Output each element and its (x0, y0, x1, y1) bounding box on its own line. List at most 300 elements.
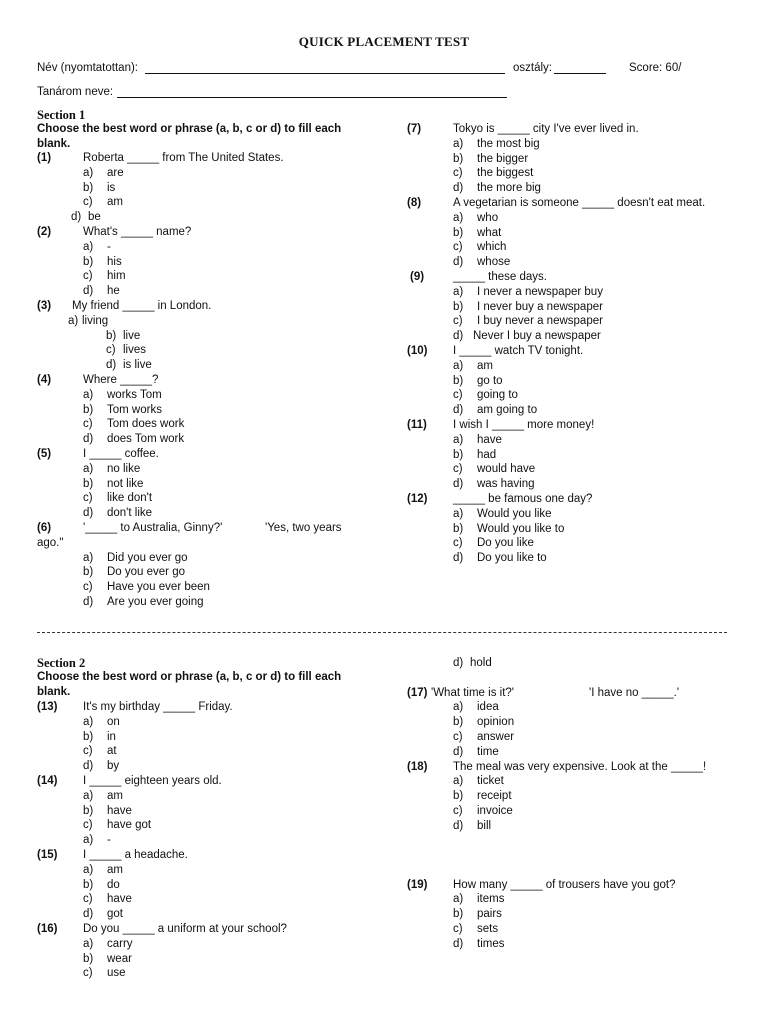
option[interactable] (37, 952, 377, 967)
option[interactable] (407, 255, 747, 270)
question-6-continued (37, 536, 377, 551)
option-text: which (477, 241, 507, 254)
option-letter: b) (453, 908, 464, 921)
option[interactable] (37, 759, 377, 774)
option-text: living (82, 314, 109, 327)
option[interactable] (407, 314, 747, 329)
option-text: - (107, 240, 111, 253)
option-letter: b) (453, 790, 464, 803)
option[interactable] (37, 417, 377, 432)
section-2-right-column (407, 656, 747, 952)
option[interactable] (407, 300, 747, 315)
option-letter: a) (83, 789, 94, 802)
option-text: sets (477, 922, 499, 935)
option[interactable] (407, 152, 747, 167)
option-letter: a) (83, 715, 94, 728)
option[interactable] (37, 715, 377, 730)
option-letter: c) (83, 492, 93, 505)
option-letter: d) (453, 330, 464, 343)
question-stem: I wish I _____ more money! (453, 418, 595, 431)
option-letter: b) (83, 181, 94, 194)
option[interactable] (37, 730, 377, 745)
question-17 (407, 686, 747, 701)
option-text: live (123, 329, 141, 342)
score-label: Score: 60/ (629, 62, 682, 74)
option[interactable] (407, 892, 747, 907)
option[interactable] (37, 477, 377, 492)
option-text: at (107, 745, 117, 758)
teacher-label: Tanárom neve: (37, 86, 114, 98)
question-number: (5) (37, 447, 52, 460)
option-text: is (107, 181, 116, 194)
option[interactable] (37, 966, 377, 981)
question-number: (1) (37, 152, 52, 164)
option[interactable] (407, 462, 747, 477)
option-text: am (107, 863, 123, 876)
section-divider (37, 632, 727, 633)
option-text: have got (107, 819, 152, 832)
option-text: am going to (477, 404, 538, 417)
option[interactable] (407, 922, 747, 937)
option-letter: c) (83, 893, 93, 906)
option[interactable] (407, 819, 747, 834)
option-letter: d) (83, 507, 94, 520)
option-letter: c) (453, 167, 463, 180)
option[interactable] (37, 892, 377, 907)
option-text: times (477, 937, 505, 950)
question-4 (37, 373, 377, 388)
option-text: Tom works (107, 403, 162, 416)
option-letter: b) (83, 952, 94, 965)
option[interactable] (407, 211, 747, 226)
option-text: do (107, 878, 120, 891)
option[interactable] (407, 226, 747, 241)
option[interactable] (37, 329, 377, 344)
question-number: (19) (407, 878, 428, 891)
option-text: had (477, 448, 497, 461)
option-letter: b) (453, 522, 464, 535)
option-text: would have (477, 463, 536, 476)
option[interactable] (37, 432, 377, 447)
question-stem: It's my birthday _____ Friday. (83, 701, 233, 713)
question-12 (407, 492, 747, 507)
question-stem: _____ be famous one day? (453, 492, 593, 505)
option-letter: a) (83, 166, 94, 179)
option[interactable] (407, 715, 747, 730)
option-letter: a) (83, 937, 94, 950)
question-stem: I _____ watch TV tonight. (453, 344, 584, 357)
option-letter: a) (453, 893, 464, 906)
option-text: does Tom work (107, 433, 185, 446)
option[interactable] (407, 374, 747, 389)
option-text: Would you like (477, 507, 552, 520)
option[interactable] (407, 477, 747, 492)
section-1-heading: Section 1 (37, 108, 86, 122)
option-text: not like (107, 477, 144, 490)
option-text: lives (123, 344, 147, 357)
option[interactable] (37, 833, 377, 848)
question-stem: The meal was very expensive. Look at the _____! (453, 760, 707, 773)
option[interactable] (37, 491, 377, 506)
option-text: have (107, 893, 132, 906)
option-text: am (107, 789, 123, 802)
option-letter: d) (453, 657, 464, 669)
option-text: what (477, 226, 502, 239)
option-text: in (107, 730, 116, 743)
option[interactable] (37, 878, 377, 893)
option-text: who (477, 211, 499, 224)
option[interactable] (37, 181, 377, 196)
option[interactable] (407, 774, 747, 789)
option-letter: c) (453, 922, 463, 935)
option[interactable] (407, 359, 747, 374)
option-letter: d) (453, 552, 464, 565)
option[interactable] (407, 937, 747, 952)
question-number: (3) (37, 299, 52, 312)
option[interactable] (37, 595, 377, 610)
option-letter: d) (106, 359, 117, 372)
question-3 (37, 299, 377, 314)
option-text: answer (477, 730, 515, 743)
option[interactable] (37, 804, 377, 819)
option-text: Tom does work (107, 418, 185, 431)
option-letter: d) (83, 285, 94, 298)
option-text: no like (107, 462, 141, 475)
option[interactable] (37, 255, 377, 270)
option-text: opinion (477, 716, 515, 729)
option[interactable] (407, 507, 747, 522)
option-letter: c) (83, 581, 93, 594)
option[interactable] (37, 551, 377, 566)
option-text: the more big (477, 182, 541, 195)
option-letter: c) (453, 730, 463, 743)
teacher-field[interactable] (117, 86, 507, 101)
option[interactable] (407, 745, 747, 760)
option-letter: d) (453, 745, 464, 758)
option-text: was having (477, 478, 535, 491)
question-stem: '_____ to Australia, Ginny?' (83, 521, 223, 534)
question-14 (37, 774, 377, 789)
option-letter: a) (453, 211, 464, 224)
option[interactable] (407, 730, 747, 745)
option-letter: d) (83, 760, 94, 773)
question-7 (407, 122, 747, 137)
question-5 (37, 447, 377, 462)
option[interactable] (37, 314, 377, 329)
option-letter: a) (68, 314, 79, 327)
option-text: use (107, 967, 126, 980)
option-letter: a) (453, 433, 464, 446)
option[interactable] (37, 744, 377, 759)
question-stem: I _____ coffee. (83, 447, 159, 460)
option[interactable] (407, 240, 747, 255)
option-text: bill (477, 819, 492, 832)
question-number: (9) (410, 270, 425, 283)
name-field[interactable] (145, 62, 505, 77)
option-letter: d) (453, 256, 464, 269)
option-text: Would you like to (477, 522, 565, 535)
question-stem-reply: 'Yes, two years (265, 521, 342, 534)
section-1-right-column (407, 122, 747, 566)
option[interactable] (37, 506, 377, 521)
student-info-fields (37, 62, 737, 110)
option-text: hold (470, 657, 492, 669)
question-number: (8) (407, 196, 422, 209)
option-text: on (107, 715, 120, 728)
option[interactable] (37, 358, 377, 373)
option-text: his (107, 255, 122, 268)
question-19 (407, 878, 747, 893)
question-stem: Roberta _____ from The United States. (83, 152, 284, 164)
option[interactable] (37, 580, 377, 595)
question-1 (37, 151, 377, 166)
option[interactable] (407, 804, 747, 819)
option-text: be (88, 211, 101, 224)
option-text: invoice (477, 804, 513, 817)
option-letter: d) (71, 211, 82, 224)
question-stem-reply: 'I have no _____.' (589, 686, 680, 699)
option-text: the biggest (477, 167, 534, 180)
option[interactable] (407, 285, 747, 300)
option-text: time (477, 745, 499, 758)
option[interactable] (37, 240, 377, 255)
option-text: - (107, 834, 111, 847)
question-number: (17) (407, 686, 428, 699)
option-text: he (107, 285, 120, 298)
option-text: I never buy a newspaper (477, 300, 603, 313)
option[interactable] (37, 388, 377, 403)
question-stem: Where _____? (83, 373, 159, 386)
question-number: (6) (37, 521, 52, 534)
option[interactable] (37, 462, 377, 477)
option-text: Have you ever been (107, 581, 210, 594)
option-letter: c) (83, 418, 93, 431)
option-letter: a) (83, 863, 94, 876)
question-13 (37, 700, 377, 715)
question-stem: 'What time is it?' (431, 686, 514, 699)
option-text: whose (477, 256, 511, 269)
option[interactable] (407, 551, 747, 566)
option[interactable] (37, 195, 377, 210)
section-1-left-column (37, 151, 377, 610)
question-number: (4) (37, 373, 52, 386)
option-letter: c) (83, 967, 93, 980)
option-letter: c) (83, 819, 93, 832)
option-text: is live (123, 359, 152, 372)
question-15 (37, 848, 377, 863)
option[interactable] (407, 166, 747, 181)
option-text: by (107, 760, 120, 773)
option-text: ticket (477, 775, 504, 788)
section-1-instruction: Choose the best word or phrase (a, b, c or d) to fill each blank. (37, 123, 342, 150)
class-label: osztály: (513, 62, 552, 74)
section-2-left-column (37, 700, 377, 981)
option-text: pairs (477, 908, 502, 921)
question-number: (7) (407, 123, 422, 135)
option-text: I never a newspaper buy (477, 285, 603, 298)
option[interactable] (407, 536, 747, 551)
section-2-instruction: Choose the best word or phrase (a, b, c or d) to fill each blank. (37, 671, 342, 698)
question-6 (37, 521, 377, 536)
option-letter: c) (453, 537, 463, 550)
option-letter: b) (453, 716, 464, 729)
option[interactable] (37, 863, 377, 878)
option-text: him (107, 270, 126, 283)
option-letter: b) (453, 226, 464, 239)
option-letter: a) (453, 701, 464, 714)
class-field[interactable] (554, 62, 606, 77)
option-letter: c) (83, 745, 93, 758)
option[interactable] (407, 656, 747, 671)
option-text: Do you like to (477, 552, 547, 565)
option-text: receipt (477, 790, 512, 803)
option-letter: d) (453, 819, 464, 832)
option[interactable] (407, 907, 747, 922)
option-text: have (107, 804, 132, 817)
question-stem: A vegetarian is someone _____ doesn't eat meat. (453, 196, 706, 209)
option-text: idea (477, 701, 499, 714)
option-letter: b) (83, 730, 94, 743)
option-letter: d) (453, 182, 464, 195)
question-number: (18) (407, 760, 428, 773)
question-16 (37, 922, 377, 937)
option-letter: d) (453, 404, 464, 417)
option[interactable] (37, 343, 377, 358)
option[interactable] (37, 284, 377, 299)
option-text: Do you like (477, 537, 534, 550)
page-title: QUICK PLACEMENT TEST (298, 34, 470, 49)
option-text: the most big (477, 137, 540, 150)
option-letter: d) (453, 937, 464, 950)
option-text: items (477, 893, 505, 906)
option-letter: a) (453, 775, 464, 788)
option[interactable] (37, 269, 377, 284)
name-label: Név (nyomtatottan): (37, 62, 138, 74)
option-text: don't like (107, 507, 153, 520)
option-text: go to (477, 374, 503, 387)
question-18 (407, 760, 747, 775)
option-letter: b) (453, 300, 464, 313)
question-number: (15) (37, 848, 58, 861)
option-letter: b) (83, 477, 94, 490)
question-number: (12) (407, 492, 428, 505)
question-stem: Tokyo is _____ city I've ever lived in. (453, 123, 639, 135)
option-text: wear (107, 952, 132, 965)
question-9 (407, 270, 747, 285)
option-text: are (107, 166, 124, 179)
option[interactable] (407, 448, 747, 463)
option-letter: c) (453, 389, 463, 402)
option-letter: b) (453, 374, 464, 387)
option-text: Never I buy a newspaper (473, 330, 601, 343)
question-number: (11) (407, 418, 427, 431)
option-text: the bigger (477, 152, 529, 165)
question-stem: How many _____ of trousers have you got? (453, 878, 676, 891)
option-letter: d) (453, 478, 464, 491)
option-letter: b) (83, 403, 94, 416)
name-row (37, 62, 737, 86)
option[interactable] (37, 166, 377, 181)
question-11 (407, 418, 747, 433)
option-letter: c) (106, 344, 116, 357)
option-letter: d) (83, 595, 94, 608)
option-letter: c) (453, 315, 463, 328)
option-letter: a) (83, 240, 94, 253)
option-text: works Tom (107, 388, 162, 401)
option-text: am (477, 359, 493, 372)
option-letter: d) (83, 433, 94, 446)
question-stem: _____ these days. (453, 270, 547, 283)
option[interactable] (37, 818, 377, 833)
option-letter: c) (453, 241, 463, 254)
option[interactable] (407, 522, 747, 537)
question-number: (2) (37, 225, 52, 238)
question-stem: I _____ eighteen years old. (83, 774, 222, 787)
question-number: (14) (37, 774, 58, 787)
option-letter: a) (453, 359, 464, 372)
option-letter: a) (453, 285, 464, 298)
question-number: (10) (407, 344, 428, 357)
question-stem: I _____ a headache. (83, 848, 188, 861)
option-letter: c) (83, 196, 93, 209)
option-letter: b) (83, 804, 94, 817)
option-text: am (107, 196, 123, 209)
option-text: carry (107, 937, 133, 950)
option-text: Do you ever go (107, 566, 185, 579)
option-letter: b) (83, 255, 94, 268)
option-letter: b) (106, 329, 117, 342)
option-text: have (477, 433, 502, 446)
option-text: Did you ever go (107, 551, 188, 564)
option[interactable] (407, 433, 747, 448)
question-stem: Do you _____ a uniform at your school? (83, 922, 287, 935)
option-letter: b) (453, 448, 464, 461)
option-text: got (107, 908, 123, 921)
option-letter: c) (453, 463, 463, 476)
option[interactable] (407, 700, 747, 715)
question-stem: What's _____ name? (83, 225, 192, 238)
option-letter: d) (83, 908, 94, 921)
option-text: I buy never a newspaper (477, 315, 603, 328)
question-number: (16) (37, 922, 58, 935)
option[interactable] (37, 210, 377, 225)
option[interactable] (37, 403, 377, 418)
option[interactable] (37, 789, 377, 804)
option[interactable] (407, 181, 747, 196)
option-letter: c) (453, 804, 463, 817)
section-2-heading: Section 2 (37, 656, 86, 670)
question-number: (13) (37, 701, 58, 713)
option[interactable] (407, 137, 747, 152)
option-letter: c) (83, 270, 93, 283)
option-letter: a) (83, 388, 94, 401)
option[interactable] (407, 329, 747, 344)
option-letter: a) (83, 834, 94, 847)
option-text: like don't (107, 492, 153, 505)
option-text: going to (477, 389, 518, 402)
option[interactable] (407, 388, 747, 403)
option-letter: a) (83, 551, 94, 564)
question-10 (407, 344, 747, 359)
option[interactable] (407, 789, 747, 804)
option[interactable] (37, 907, 377, 922)
option[interactable] (37, 565, 377, 580)
option[interactable] (37, 937, 377, 952)
option-text: Are you ever going (107, 595, 204, 608)
option[interactable] (407, 403, 747, 418)
question-2 (37, 225, 377, 240)
option-letter: a) (453, 137, 464, 150)
